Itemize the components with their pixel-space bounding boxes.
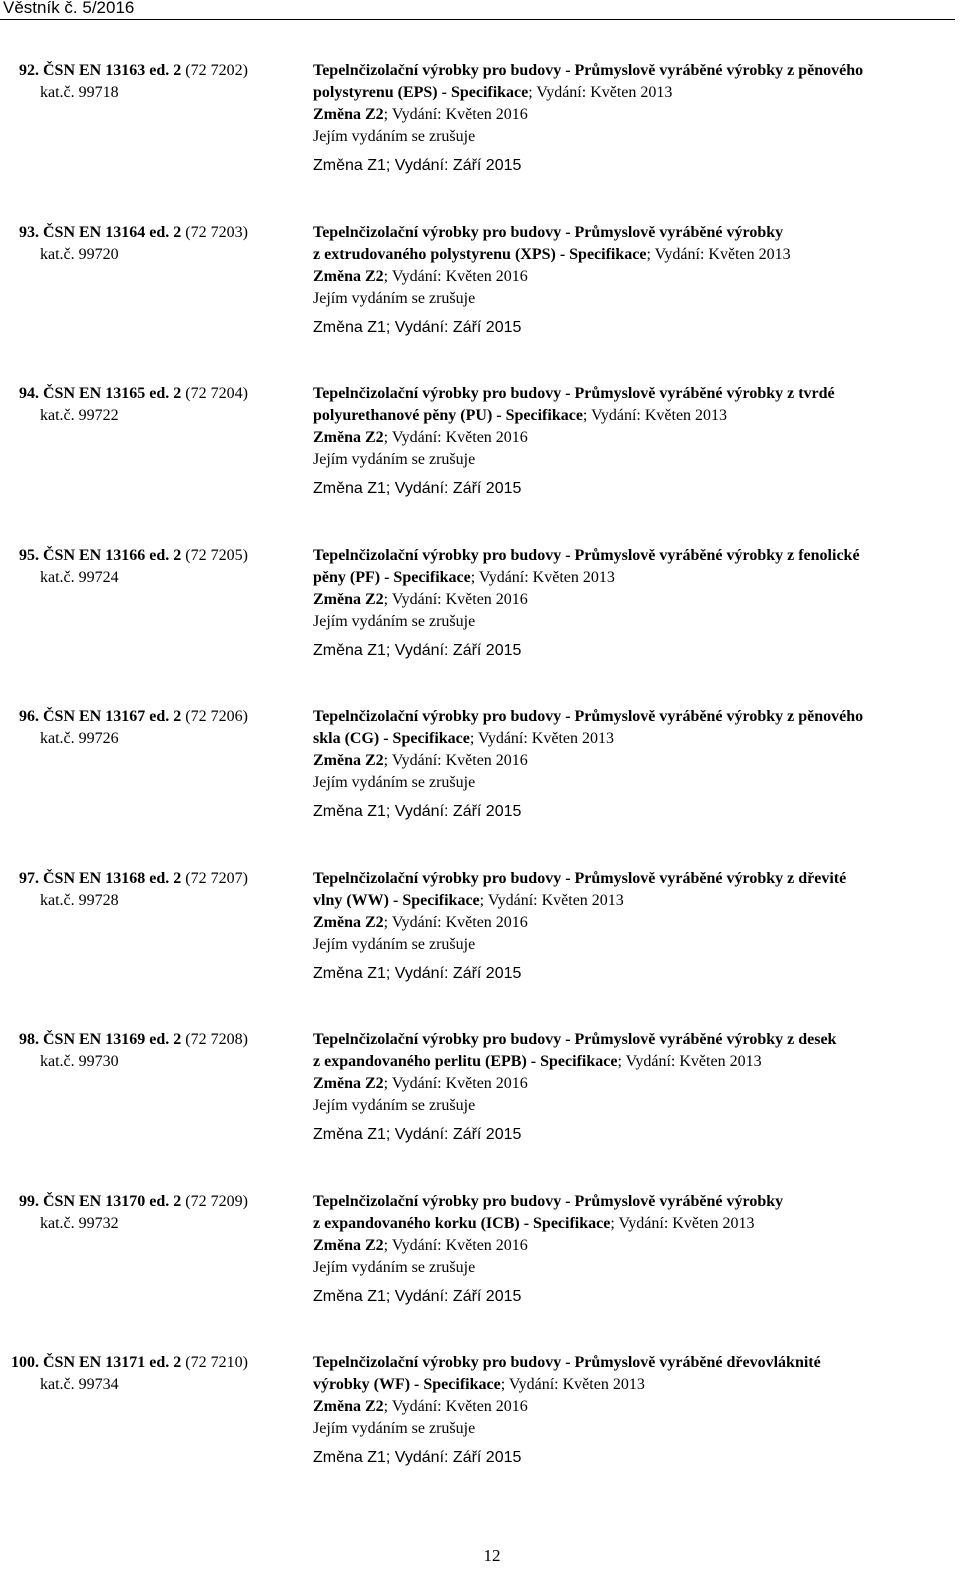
title-line-2	[313, 567, 958, 589]
title-line-1: Tepelnčizolační výrobky pro budovy - Průmyslově vyráběné výrobky z desek	[313, 1031, 837, 1048]
standard-code: ČSN EN 13170	[43, 1193, 146, 1210]
title-line-1: Tepelnčizolační výrobky pro budovy - Průmyslově vyráběné výrobky z pěnového	[313, 708, 864, 725]
amendment-z2-label: Změna Z2	[313, 1075, 384, 1092]
title-line-2	[313, 890, 958, 912]
amendment-z2	[313, 104, 958, 126]
title-line-2	[313, 728, 958, 750]
entry-number: 96.	[19, 708, 39, 725]
title-line-2	[313, 82, 958, 104]
issue-date: ; Vydání: Květen 2013	[470, 569, 615, 586]
amendment-z2	[313, 750, 958, 772]
catalog-number: kat.č. 99728	[40, 892, 119, 909]
amendment-z2-label: Změna Z2	[313, 106, 384, 123]
standard-number-line	[19, 222, 248, 244]
standard-identifier	[19, 383, 248, 427]
standard-code: ČSN EN 13165	[43, 385, 146, 402]
amendment-z2-label: Změna Z2	[313, 591, 384, 608]
amendment-z2-date: ; Vydání: Květen 2016	[383, 1237, 528, 1254]
standard-identifier	[19, 868, 248, 912]
title-line-2	[313, 405, 958, 427]
catalog-number: kat.č. 99724	[40, 569, 119, 586]
standard-code: ČSN EN 13167	[43, 708, 146, 725]
issue-date: ; Vydání: Květen 2013	[528, 84, 673, 101]
amendment-z2-date: ; Vydání: Květen 2016	[383, 914, 528, 931]
catalog-number: kat.č. 99718	[40, 84, 119, 101]
page-number: 12	[483, 1546, 501, 1565]
standard-number-line	[19, 706, 248, 728]
cancellation-note: Jejím vydáním se zrušuje	[313, 774, 476, 791]
entry-number: 99.	[19, 1193, 39, 1210]
amendment-z2-label: Změna Z2	[313, 1237, 384, 1254]
standard-description	[313, 1029, 958, 1147]
amendment-z2-date: ; Vydání: Květen 2016	[383, 106, 528, 123]
title-line-2-bold: skla (CG) - Specifikace	[313, 730, 470, 747]
issue-date: ; Vydání: Květen 2013	[646, 246, 791, 263]
amendment-z1: Změna Z1; Vydání: Září 2015	[313, 803, 522, 820]
amendment-z2-date: ; Vydání: Květen 2016	[383, 429, 528, 446]
classification-code: (72 7205)	[185, 547, 248, 564]
classification-code: (72 7203)	[185, 224, 248, 241]
standard-description	[313, 868, 958, 986]
classification-code: (72 7208)	[185, 1031, 248, 1048]
standard-edition: ed. 2	[149, 224, 182, 241]
standard-description	[313, 60, 958, 178]
amendment-z2	[313, 427, 958, 449]
catalog-number: kat.č. 99726	[40, 730, 119, 747]
standard-identifier	[19, 1029, 248, 1073]
title-line-1: Tepelnčizolační výrobky pro budovy - Průmyslově vyráběné výrobky z tvrdé	[313, 385, 835, 402]
standard-description	[313, 222, 958, 340]
classification-code: (72 7210)	[185, 1354, 248, 1371]
standard-description	[313, 1191, 958, 1309]
standard-identifier	[19, 545, 248, 589]
standard-entry	[0, 60, 960, 200]
entry-number: 97.	[19, 870, 39, 887]
standard-entry	[0, 1352, 960, 1492]
amendment-z1: Změna Z1; Vydání: Září 2015	[313, 1449, 522, 1466]
amendment-z1: Změna Z1; Vydání: Září 2015	[313, 1126, 522, 1143]
standard-entry	[0, 383, 960, 523]
standard-edition: ed. 2	[149, 62, 182, 79]
amendment-z2-label: Změna Z2	[313, 268, 384, 285]
standard-identifier	[19, 706, 248, 750]
standard-edition: ed. 2	[149, 547, 182, 564]
cancellation-note: Jejím vydáním se zrušuje	[313, 1259, 476, 1276]
catalog-number: kat.č. 99722	[40, 407, 119, 424]
amendment-z2	[313, 1073, 958, 1095]
amendment-z1: Změna Z1; Vydání: Září 2015	[313, 965, 522, 982]
standard-identifier	[19, 222, 248, 266]
entry-number: 95.	[19, 547, 39, 564]
standard-number-line	[11, 1352, 248, 1374]
title-line-1: Tepelnčizolační výrobky pro budovy - Průmyslově vyráběné výrobky	[313, 224, 784, 241]
standard-identifier	[19, 60, 248, 104]
standard-entry	[0, 1191, 960, 1331]
standard-code: ČSN EN 13169	[43, 1031, 146, 1048]
catalog-number: kat.č. 99730	[40, 1053, 119, 1070]
standard-number-line	[19, 545, 248, 567]
amendment-z2-date: ; Vydání: Květen 2016	[383, 591, 528, 608]
amendment-z2-label: Změna Z2	[313, 752, 384, 769]
standard-edition: ed. 2	[149, 1354, 182, 1371]
issue-date: ; Vydání: Květen 2013	[500, 1376, 645, 1393]
title-line-2-bold: polyurethanové pěny (PU) - Specifikace	[313, 407, 583, 424]
cancellation-note: Jejím vydáním se zrušuje	[313, 128, 476, 145]
amendment-z2-date: ; Vydání: Květen 2016	[383, 1398, 528, 1415]
standard-entry	[0, 706, 960, 846]
standard-number-line	[19, 868, 248, 890]
issue-date: ; Vydání: Květen 2013	[617, 1053, 762, 1070]
amendment-z2-date: ; Vydání: Květen 2016	[383, 1075, 528, 1092]
standard-code: ČSN EN 13164	[43, 224, 146, 241]
issue-date: ; Vydání: Květen 2013	[610, 1215, 755, 1232]
title-line-1: Tepelnčizolační výrobky pro budovy - Průmyslově vyráběné výrobky z dřevité	[313, 870, 847, 887]
standard-description	[313, 545, 958, 663]
amendment-z2-date: ; Vydání: Květen 2016	[383, 268, 528, 285]
amendment-z2-label: Změna Z2	[313, 914, 384, 931]
standard-number-line	[19, 60, 248, 82]
standard-code: ČSN EN 13168	[43, 870, 146, 887]
catalog-number: kat.č. 99732	[40, 1215, 119, 1232]
amendment-z2-date: ; Vydání: Květen 2016	[383, 752, 528, 769]
amendment-z2	[313, 1235, 958, 1257]
issue-date: ; Vydání: Květen 2013	[469, 730, 615, 747]
title-line-2-bold: vlny (WW) - Specifikace	[313, 892, 480, 909]
standard-entry	[0, 222, 960, 362]
title-line-2-bold: z extrudovaného polystyrenu (XPS) - Specifikace	[313, 246, 647, 263]
standard-edition: ed. 2	[149, 1193, 182, 1210]
standard-code: ČSN EN 13163	[43, 62, 146, 79]
title-line-2	[313, 1213, 958, 1235]
classification-code: (72 7206)	[185, 708, 248, 725]
amendment-z2-label: Změna Z2	[313, 429, 384, 446]
amendment-z1: Změna Z1; Vydání: Září 2015	[313, 642, 522, 659]
classification-code: (72 7202)	[185, 62, 248, 79]
page-footer	[0, 1546, 960, 1566]
title-line-2-bold: z expandovaného korku (ICB) - Specifikace	[313, 1215, 611, 1232]
amendment-z2-label: Změna Z2	[313, 1398, 384, 1415]
page-header	[0, 0, 960, 22]
title-line-2-bold: pěny (PF) - Specifikace	[313, 569, 471, 586]
standard-edition: ed. 2	[149, 870, 182, 887]
issue-date: ; Vydání: Květen 2013	[582, 407, 728, 424]
issue-date: ; Vydání: Květen 2013	[479, 892, 624, 909]
classification-code: (72 7204)	[185, 385, 248, 402]
standard-number-line	[19, 1191, 248, 1213]
header-rule	[0, 19, 955, 20]
standard-edition: ed. 2	[149, 708, 182, 725]
amendment-z1: Změna Z1; Vydání: Září 2015	[313, 319, 522, 336]
cancellation-note: Jejím vydáním se zrušuje	[313, 613, 476, 630]
amendment-z1: Změna Z1; Vydání: Září 2015	[313, 1288, 522, 1305]
entry-number: 98.	[19, 1031, 39, 1048]
entry-number: 100.	[11, 1354, 39, 1371]
standard-code: ČSN EN 13171	[43, 1354, 146, 1371]
standard-identifier	[11, 1352, 248, 1396]
entry-number: 94.	[19, 385, 39, 402]
amendment-z2	[313, 912, 958, 934]
classification-code: (72 7207)	[185, 870, 248, 887]
cancellation-note: Jejím vydáním se zrušuje	[313, 1420, 476, 1437]
title-line-2	[313, 1374, 958, 1396]
journal-title: Věstník č. 5/2016	[3, 0, 135, 17]
title-line-2-bold: z expandovaného perlitu (EPB) - Specifikace	[313, 1053, 618, 1070]
amendment-z2	[313, 266, 958, 288]
entry-number: 92.	[19, 62, 39, 79]
catalog-number: kat.č. 99734	[40, 1376, 119, 1393]
amendment-z1: Změna Z1; Vydání: Září 2015	[313, 480, 522, 497]
standard-description	[313, 706, 958, 824]
title-line-1: Tepelnčizolační výrobky pro budovy - Průmyslově vyráběné výrobky z fenolické	[313, 547, 860, 564]
standard-entry	[0, 868, 960, 1008]
standard-entry	[0, 545, 960, 685]
standard-code: ČSN EN 13166	[43, 547, 146, 564]
standard-edition: ed. 2	[149, 385, 182, 402]
standard-identifier	[19, 1191, 248, 1235]
cancellation-note: Jejím vydáním se zrušuje	[313, 290, 476, 307]
classification-code: (72 7209)	[185, 1193, 248, 1210]
title-line-1: Tepelnčizolační výrobky pro budovy - Průmyslově vyráběné dřevovláknité	[313, 1354, 821, 1371]
title-line-2	[313, 1051, 958, 1073]
standard-description	[313, 383, 958, 501]
title-line-1: Tepelnčizolační výrobky pro budovy - Průmyslově vyráběné výrobky	[313, 1193, 784, 1210]
standard-number-line	[19, 383, 248, 405]
title-line-2-bold: polystyrenu (EPS) - Specifikace	[313, 84, 529, 101]
amendment-z2	[313, 589, 958, 611]
title-line-2-bold: výrobky (WF) - Specifikace	[313, 1376, 501, 1393]
standard-edition: ed. 2	[149, 1031, 182, 1048]
title-line-1: Tepelnčizolační výrobky pro budovy - Průmyslově vyráběné výrobky z pěnového	[313, 62, 864, 79]
standard-description	[313, 1352, 958, 1470]
cancellation-note: Jejím vydáním se zrušuje	[313, 936, 476, 953]
cancellation-note: Jejím vydáním se zrušuje	[313, 451, 476, 468]
standard-entry	[0, 1029, 960, 1169]
standard-number-line	[19, 1029, 248, 1051]
amendment-z2	[313, 1396, 958, 1418]
entry-number: 93.	[19, 224, 39, 241]
catalog-number: kat.č. 99720	[40, 246, 119, 263]
amendment-z1: Změna Z1; Vydání: Září 2015	[313, 157, 522, 174]
title-line-2	[313, 244, 958, 266]
cancellation-note: Jejím vydáním se zrušuje	[313, 1097, 476, 1114]
